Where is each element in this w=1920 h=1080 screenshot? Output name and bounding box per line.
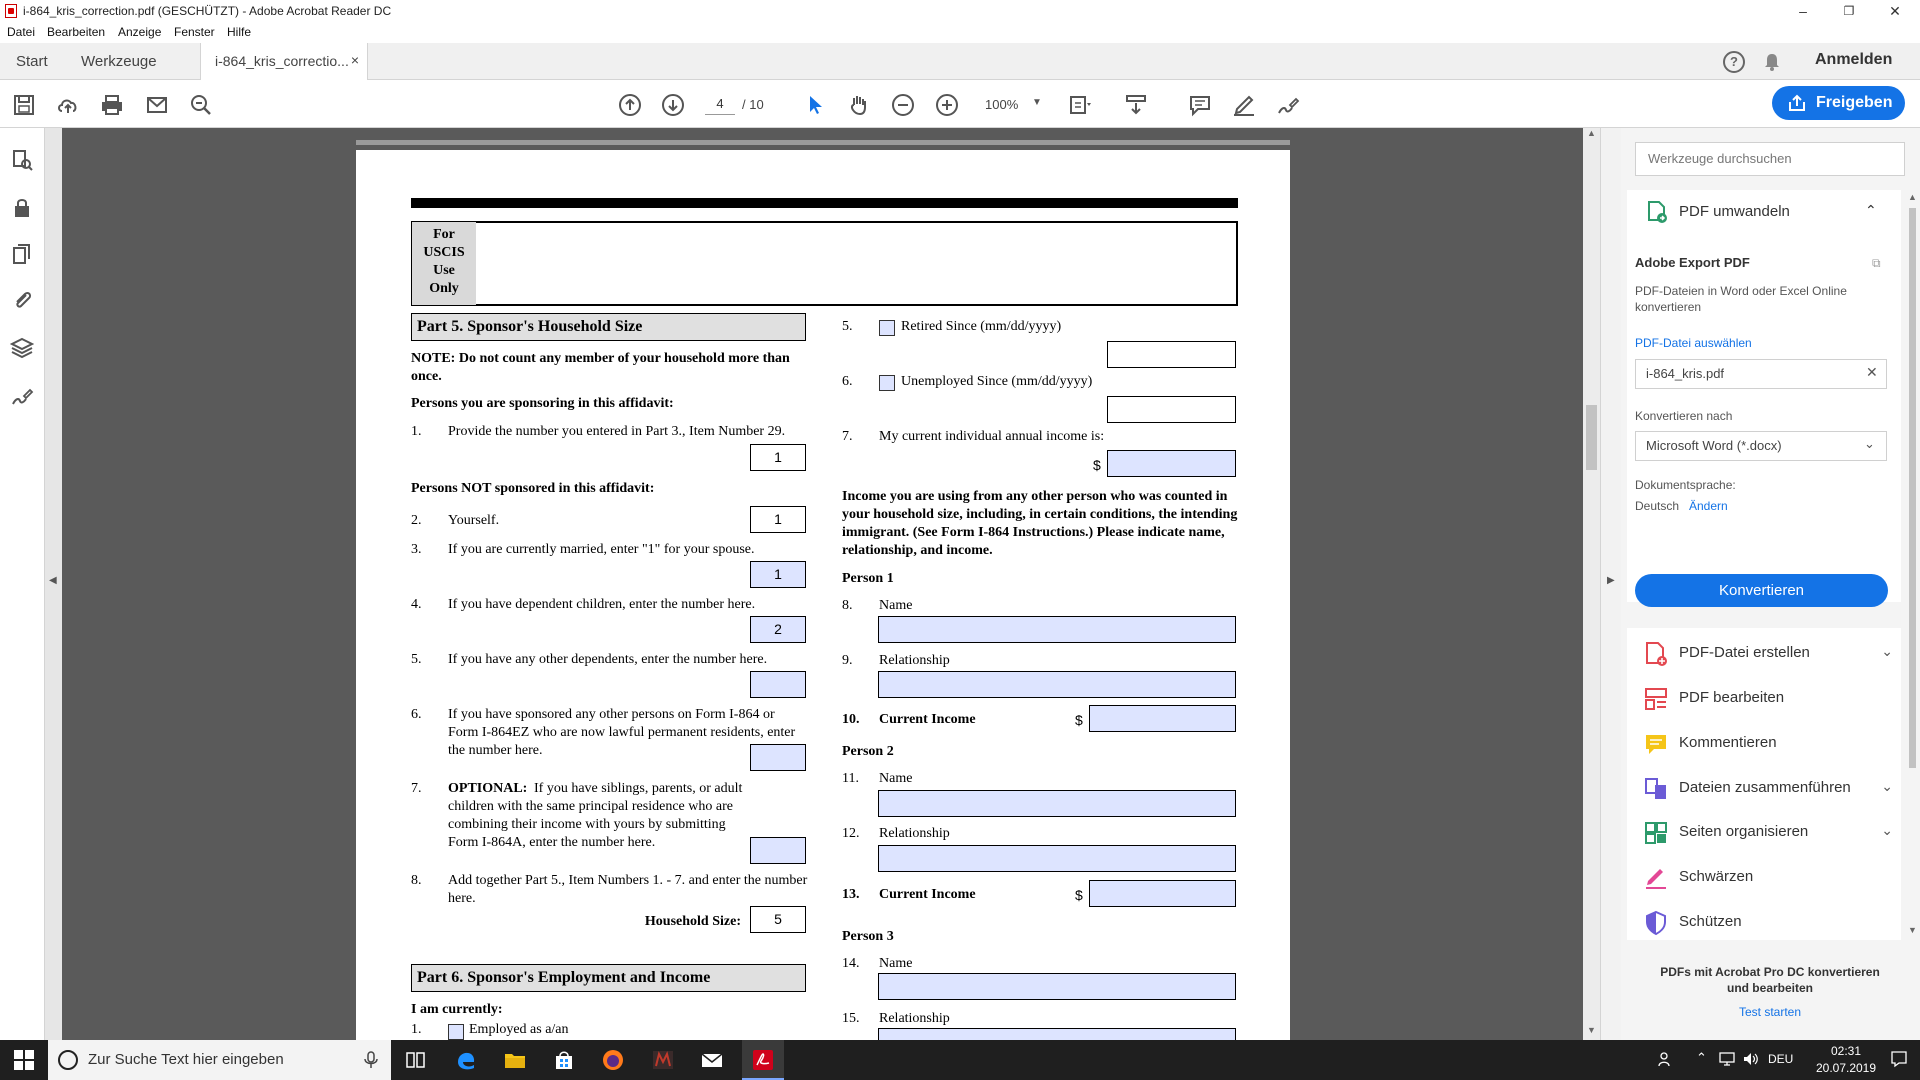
microphone-icon[interactable] <box>364 1051 378 1069</box>
search-zoom-icon[interactable] <box>189 93 213 117</box>
uscis-line-1: For <box>433 227 455 242</box>
item7-field[interactable] <box>750 837 806 864</box>
people-icon[interactable] <box>1658 1051 1674 1067</box>
doc-language-value: Deutsch <box>1635 499 1680 513</box>
main-toolbar <box>0 80 1920 128</box>
item6-field[interactable] <box>750 744 806 771</box>
part6-heading: Part 6. Sponsor's Employment and Income <box>411 964 806 992</box>
windows-start-icon[interactable] <box>14 1050 34 1070</box>
redact-icon <box>1643 865 1669 891</box>
tool-create-pdf[interactable] <box>1643 639 1893 669</box>
zoom-in-icon[interactable] <box>935 93 959 117</box>
menu-bar <box>0 23 1920 43</box>
item4-field[interactable]: 2 <box>750 616 806 643</box>
retired-date-field[interactable] <box>1107 341 1236 368</box>
tool-combine-files-label: Dateien zusammenführen <box>1679 779 1851 796</box>
tool-combine-files-chevron-icon[interactable]: ⌄ <box>1881 778 1893 794</box>
item6-text: If you have sponsored any other persons on Form I-864 or Form I-864EZ who are now lawful permanent residents, enter the number here. <box>448 707 796 758</box>
pdf-page <box>356 150 1290 1050</box>
person2-relationship-field[interactable] <box>878 845 1236 872</box>
employed-label: Employed as a/an <box>469 1022 569 1037</box>
doc-language-label: Dokumentsprache: <box>1635 478 1736 492</box>
selected-file-name: i-864_kris.pdf <box>1646 366 1725 381</box>
input-language[interactable]: DEU <box>1768 1052 1794 1066</box>
tool-edit-pdf-label: PDF bearbeiten <box>1679 689 1785 706</box>
annual-income-dollar: $ <box>1093 457 1101 473</box>
hand-tool-icon[interactable] <box>847 93 871 117</box>
upload-cloud-icon[interactable] <box>56 93 80 117</box>
convert-format-select[interactable] <box>1635 431 1887 461</box>
tool-organize-pages-chevron-icon[interactable]: ⌄ <box>1881 822 1893 838</box>
person1-relationship-field[interactable] <box>878 671 1236 698</box>
firefox-icon[interactable] <box>601 1048 625 1072</box>
item1-text: Provide the number you entered in Part 3., Item Number 29. <box>448 424 786 439</box>
right-item-number-8: 8. <box>842 598 853 613</box>
right-item-number-14: 14. <box>842 956 860 971</box>
right-item-number-9: 9. <box>842 653 853 668</box>
item2-field[interactable]: 1 <box>750 506 806 533</box>
page-number-input[interactable]: 4 <box>705 93 735 115</box>
annual-income-label: My current individual annual income is: <box>879 429 1105 444</box>
start-trial-link[interactable]: Test starten <box>1739 1005 1802 1019</box>
signin-link[interactable]: Anmelden <box>1815 51 1893 68</box>
pdf-convert-header[interactable]: PDF umwandeln <box>1679 203 1790 220</box>
tool-edit-pdf[interactable] <box>1643 684 1893 714</box>
person3-name-field[interactable] <box>878 973 1236 1000</box>
item-number-7: 7. <box>411 781 422 796</box>
store-icon[interactable] <box>552 1048 576 1072</box>
right-item-number-7: 7. <box>842 429 853 444</box>
uscis-use-label <box>412 222 476 305</box>
tools-scroll-up-icon[interactable]: ▲ <box>1908 192 1917 202</box>
close-window-button[interactable]: ✕ <box>1889 3 1901 19</box>
tool-create-pdf-label: PDF-Datei erstellen <box>1679 644 1810 661</box>
item3-field[interactable]: 1 <box>750 561 806 588</box>
clock-date[interactable]: 20.07.2019 <box>1815 1061 1877 1075</box>
item5-text: If you have any other dependents, enter the number here. <box>448 652 768 667</box>
tool-comment-label: Kommentieren <box>1679 734 1777 751</box>
task-view-icon[interactable] <box>404 1048 428 1072</box>
person1-income-label: Current Income <box>879 712 976 727</box>
person3-relationship-label: Relationship <box>879 1011 950 1026</box>
part5-note: NOTE: Do not count any member of your household more than once. <box>411 351 790 384</box>
collapse-right-panel-icon[interactable]: ▶ <box>1607 575 1615 586</box>
print-icon[interactable] <box>100 93 124 117</box>
export-pdf-description: PDF-Dateien in Word oder Excel Online konvertieren <box>1635 284 1847 314</box>
item-number-4: 4. <box>411 597 422 612</box>
uscis-line-2: USCIS <box>423 245 465 260</box>
item5-field[interactable] <box>750 671 806 698</box>
copy-icon[interactable]: ⧉ <box>1872 256 1881 270</box>
right-item-number-12: 12. <box>842 826 860 841</box>
edit-pdf-icon <box>1643 686 1669 712</box>
taskbar-search-placeholder: Zur Suche Text hier eingeben <box>88 1051 284 1068</box>
unemployed-date-field[interactable] <box>1107 396 1236 423</box>
unemployed-checkbox[interactable] <box>879 375 895 391</box>
document-tab-label: i-864_kris_correctio... <box>215 53 349 69</box>
acrobat-app-icon <box>5 4 17 18</box>
person2-income-dollar: $ <box>1075 887 1083 903</box>
right-item-number-10: 10. <box>842 712 860 727</box>
organize-pages-icon <box>1643 820 1669 846</box>
item2-text: Yourself. <box>448 513 500 528</box>
edge-browser-icon[interactable] <box>454 1048 478 1072</box>
tools-list-scrollbar[interactable] <box>1905 190 1920 940</box>
part5-heading: Part 5. Sponsor's Household Size <box>411 313 806 341</box>
tool-organize-pages-label: Seiten organisieren <box>1679 823 1809 840</box>
comment-tool-icon <box>1643 731 1669 757</box>
combine-files-icon <box>1643 776 1669 802</box>
person1-income-field[interactable] <box>1089 705 1236 732</box>
share-label: Freigeben <box>1816 94 1893 111</box>
person1-relationship-label: Relationship <box>879 653 950 668</box>
select-pdf-link[interactable]: PDF-Datei auswählen <box>1635 336 1752 350</box>
pdf-convert-icon <box>1645 200 1669 224</box>
person1-name-label: Name <box>879 598 913 613</box>
chevron-down-icon[interactable]: ⌄ <box>1864 436 1875 451</box>
person2-name-field[interactable] <box>878 790 1236 817</box>
uscis-line-4: Only <box>429 281 459 296</box>
person2-relationship-label: Relationship <box>879 826 950 841</box>
zoom-dropdown-icon[interactable]: ▼ <box>1032 97 1042 108</box>
unemployed-label: Unemployed Since (mm/dd/yyyy) <box>901 374 1093 389</box>
previous-page-edge <box>356 140 1290 145</box>
tool-comment[interactable] <box>1643 729 1893 759</box>
close-tab-icon[interactable]: × <box>350 52 359 68</box>
income-other-persons-text: Income you are using from any other person who was counted in your household size, including, in certain conditions, the intending immigrant. (See Form I-864 Instructions.) Please indicate name, relationship, and income. <box>842 489 1238 558</box>
employed-checkbox[interactable] <box>448 1024 464 1040</box>
uscis-use-box <box>411 221 1238 306</box>
uscis-line-3: Use <box>433 263 455 278</box>
item3-text: If you are currently married, enter "1" for your spouse. <box>448 542 755 557</box>
retired-checkbox[interactable] <box>879 320 895 336</box>
export-pdf-title: Adobe Export PDF <box>1635 255 1750 270</box>
scroll-mode-icon[interactable] <box>1124 93 1148 117</box>
signature-panel-icon[interactable] <box>10 384 34 408</box>
retired-label: Retired Since (mm/dd/yyyy) <box>901 319 1062 334</box>
acrobat-taskbar-button[interactable] <box>742 1040 784 1080</box>
layers-icon[interactable] <box>10 336 34 360</box>
page-thumbnails-icon[interactable] <box>10 148 34 172</box>
tool-organize-pages[interactable] <box>1643 818 1893 848</box>
item-number-3: 3. <box>411 542 422 557</box>
scroll-down-icon[interactable]: ▼ <box>1587 1025 1596 1035</box>
save-icon[interactable] <box>12 93 36 117</box>
comment-icon[interactable] <box>1188 93 1212 117</box>
file-explorer-icon[interactable] <box>503 1048 527 1072</box>
scroll-up-icon[interactable]: ▲ <box>1587 128 1596 138</box>
person3-name-label: Name <box>879 956 913 971</box>
network-icon[interactable] <box>1719 1052 1735 1066</box>
collapse-section-icon[interactable]: ⌃ <box>1865 202 1877 218</box>
email-icon[interactable] <box>145 93 169 117</box>
acrobat-pro-promo: PDFs mit Acrobat Pro DC konvertieren und bearbeiten <box>1660 965 1880 995</box>
sign-icon[interactable] <box>1276 93 1300 117</box>
zoom-level[interactable]: 100% <box>985 97 1019 112</box>
document-vertical-scrollbar[interactable] <box>1583 128 1600 1040</box>
person1-heading: Person 1 <box>842 571 894 586</box>
acrobat-taskbar-icon <box>751 1048 775 1072</box>
right-item-number-5: 5. <box>842 319 853 334</box>
tool-combine-files[interactable] <box>1643 774 1893 804</box>
export-pdf-card <box>1627 190 1901 602</box>
tab-document[interactable] <box>200 43 368 80</box>
action-center-icon[interactable] <box>1890 1050 1908 1068</box>
tools-scroll-thumb[interactable] <box>1909 208 1916 768</box>
right-item-number-13: 13. <box>842 887 860 902</box>
item1-field[interactable]: 1 <box>750 444 806 471</box>
tool-redact-label: Schwärzen <box>1679 868 1754 885</box>
menu-bearbeiten[interactable]: Bearbeiten <box>47 25 106 39</box>
person1-income-dollar: $ <box>1075 712 1083 728</box>
right-item-number-15: 15. <box>842 1011 860 1026</box>
tab-start[interactable]: Start <box>16 53 48 70</box>
household-size-field[interactable]: 5 <box>750 906 806 933</box>
expand-left-panel-icon[interactable]: ◀ <box>49 575 57 586</box>
tab-werkzeuge[interactable]: Werkzeuge <box>81 53 157 70</box>
not-sponsored-heading: Persons NOT sponsored in this affidavit: <box>411 481 655 496</box>
volume-icon[interactable] <box>1743 1052 1759 1066</box>
maximize-button[interactable]: ❐ <box>1843 4 1855 18</box>
show-hidden-icons-icon[interactable]: ⌃ <box>1696 1050 1707 1065</box>
item8-text: Add together Part 5., Item Numbers 1. - 7. and enter the number here. <box>448 873 808 906</box>
help-icon[interactable]: ? <box>1723 51 1745 73</box>
attachments-icon[interactable] <box>10 288 34 312</box>
previous-page-icon[interactable] <box>618 93 642 117</box>
minimize-button[interactable]: – <box>1799 3 1807 19</box>
item-number-1: 1. <box>411 424 422 439</box>
left-panel-collapse-strip[interactable] <box>45 128 62 1040</box>
menu-anzeige[interactable]: Anzeige <box>118 25 162 39</box>
person1-name-field[interactable] <box>878 616 1236 643</box>
menu-datei[interactable]: Datei <box>7 25 36 39</box>
tool-protect[interactable] <box>1643 908 1893 938</box>
part6-item-number-1: 1. <box>411 1022 422 1037</box>
item7-text: If you have siblings, parents, or adult children with the same principal residence who are combining their income with yours by submitting Form I-864A, enter the number here. <box>448 781 743 850</box>
right-panel-collapse-strip[interactable] <box>1600 128 1621 1040</box>
item4-text: If you have dependent children, enter the number here. <box>448 597 756 612</box>
right-item-number-6: 6. <box>842 374 853 389</box>
sponsoring-heading: Persons you are sponsoring in this affidavit: <box>411 396 674 411</box>
menu-hilfe[interactable]: Hilfe <box>227 25 252 39</box>
shield-icon <box>1643 910 1669 936</box>
person2-income-label: Current Income <box>879 887 976 902</box>
window-title: i-864_kris_correction.pdf (GESCHÜTZT) - Adobe Acrobat Reader DC <box>23 4 392 18</box>
person3-heading: Person 3 <box>842 929 894 944</box>
person2-income-field[interactable] <box>1089 880 1236 907</box>
highlight-pen-icon[interactable] <box>1232 93 1256 117</box>
convert-to-label: Konvertieren nach <box>1635 409 1733 423</box>
tools-search-input[interactable]: Werkzeuge durchsuchen <box>1635 142 1905 176</box>
item7-optional: OPTIONAL: <box>448 781 528 796</box>
tabs-row <box>0 43 1920 80</box>
share-button[interactable] <box>1772 86 1905 120</box>
person2-name-label: Name <box>879 771 913 786</box>
taskbar-search-box[interactable] <box>48 1040 391 1080</box>
selected-file-field[interactable] <box>1635 359 1887 389</box>
item-number-5: 5. <box>411 652 422 667</box>
household-size-label: Household Size: <box>644 914 741 929</box>
next-page-icon[interactable] <box>661 93 685 117</box>
title-bar <box>0 0 1920 23</box>
select-cursor-icon[interactable] <box>804 93 828 117</box>
change-language-link[interactable]: Ändern <box>1689 499 1728 513</box>
lock-icon[interactable] <box>10 196 34 220</box>
game-app-icon[interactable] <box>651 1048 675 1072</box>
mail-icon[interactable] <box>700 1048 724 1072</box>
document-scroll-thumb[interactable] <box>1586 405 1597 470</box>
item-number-2: 2. <box>411 513 422 528</box>
tool-protect-label: Schützen <box>1679 913 1742 930</box>
item-number-8: 8. <box>411 873 422 888</box>
notification-bell-icon[interactable] <box>1762 52 1782 72</box>
cortana-icon <box>58 1050 78 1070</box>
currently-heading: I am currently: <box>411 1002 503 1017</box>
convert-format-value: Microsoft Word (*.docx) <box>1646 438 1782 453</box>
menu-fenster[interactable]: Fenster <box>174 25 215 39</box>
zoom-out-icon[interactable] <box>891 93 915 117</box>
right-item-number-11: 11. <box>842 771 859 786</box>
person2-heading: Person 2 <box>842 744 894 759</box>
tool-create-pdf-chevron-icon[interactable]: ⌄ <box>1881 643 1893 659</box>
pages-icon[interactable] <box>10 242 34 266</box>
page-fit-icon[interactable] <box>1068 93 1092 117</box>
item-number-6: 6. <box>411 707 422 722</box>
clear-file-icon[interactable]: ✕ <box>1866 364 1878 380</box>
page-total: / 10 <box>742 97 764 112</box>
convert-button[interactable]: Konvertieren <box>1635 574 1888 607</box>
tools-scroll-down-icon[interactable]: ▼ <box>1908 925 1917 935</box>
form-top-rule <box>411 198 1238 208</box>
share-icon <box>1788 94 1806 112</box>
left-navigation-panel <box>0 128 45 1040</box>
tool-redact[interactable] <box>1643 863 1893 893</box>
clock-time[interactable]: 02:31 <box>1830 1044 1862 1058</box>
create-pdf-icon <box>1643 641 1669 667</box>
annual-income-field[interactable] <box>1107 450 1236 477</box>
